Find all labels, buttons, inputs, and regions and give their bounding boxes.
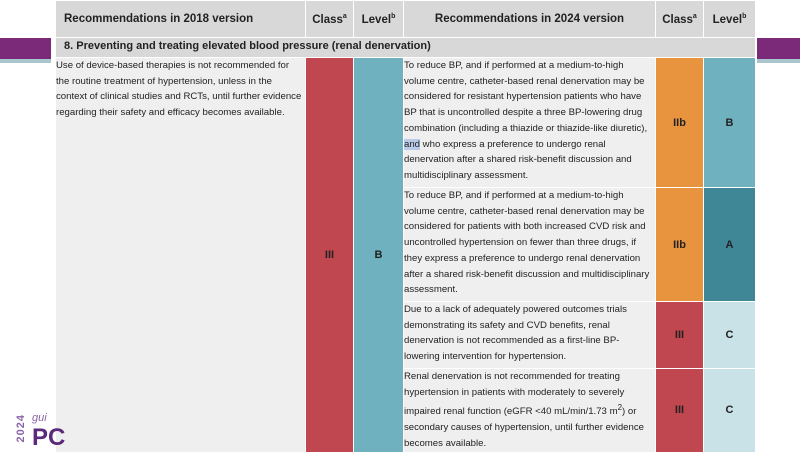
new-recommendation-2: To reduce BP, and if performed at a medium-to-high volume centre, catheter-based renal denervation may be considered for patients with both increased CVD risk and uncontrolled hypertension on fewer than three drugs, if they express a preference to undergo renal denervation after a shared risk-benefit discussion and multidisciplinary assessment. [404, 188, 656, 302]
new-level-badge-4: C [704, 369, 756, 453]
old-recommendation-text: Use of device-based therapies is not recommended for the routine treatment of hypertension, unless in the context of clinical studies and RCTs, until further evidence regarding their safety and efficacy becomes available. [56, 58, 306, 453]
new-class-badge-4: III [656, 369, 704, 453]
logo-word: gui [32, 412, 47, 424]
recommendations-table [55, 0, 756, 453]
guidelines-logo [15, 410, 66, 451]
new-level-badge-2: A [704, 188, 756, 302]
old-class-badge: III [306, 58, 354, 453]
left-accent-bar [0, 38, 51, 59]
right-accent-line [757, 59, 800, 63]
header-class-2024: Class$^a$ [656, 1, 704, 38]
new-class-badge-2: IIb [656, 188, 704, 302]
new-recommendation-1: To reduce BP, and if performed at a medium-to-high volume centre, catheter-based renal denervation may be considered for resistant hypertension patients who have BP that is uncontrolled despite a three BP-lowering drug combination (including a thiazide or thiazide-like diuretic), and who express a preference to undergo renal denervation after a shared risk-benefit discussion and multidisciplinary assessment. [404, 58, 656, 188]
logo-year: 2024 [15, 414, 27, 443]
new-level-badge-3: C [704, 302, 756, 369]
new-class-badge-1: IIb [656, 58, 704, 188]
old-level-badge: B [354, 58, 404, 453]
right-accent-bar [757, 38, 800, 59]
logo-letters: PC [32, 424, 66, 451]
new-recommendation-3: Due to a lack of adequately powered outcomes trials demonstrating its safety and CVD benefits, renal denervation is not recommended as a first-line BP-lowering intervention for hypertension. [404, 302, 656, 369]
left-accent-line [0, 59, 51, 63]
table-row [56, 58, 756, 188]
section-row [56, 38, 756, 58]
header-level-2018: Level$^b$ [354, 1, 404, 38]
header-2018: Recommendations in 2018 version [56, 1, 306, 38]
table-header-row [56, 1, 756, 38]
new-class-badge-3: III [656, 302, 704, 369]
section-title: 8. Preventing and treating elevated blood pressure (renal denervation) [56, 38, 756, 58]
header-2024: Recommendations in 2024 version [404, 1, 656, 38]
new-recommendation-4: Renal denervation is not recommended for treating hypertension in patients with moderately to severely impaired renal function (eGFR <40 mL/min/1.73 $m^2$) or secondary causes of hypertension, until further evidence becomes available. [404, 369, 656, 453]
highlighted-word: and [404, 138, 421, 150]
header-level-2024: Level$^b$ [704, 1, 756, 38]
header-class-2018: Class$^a$ [306, 1, 354, 38]
new-level-badge-1: B [704, 58, 756, 188]
